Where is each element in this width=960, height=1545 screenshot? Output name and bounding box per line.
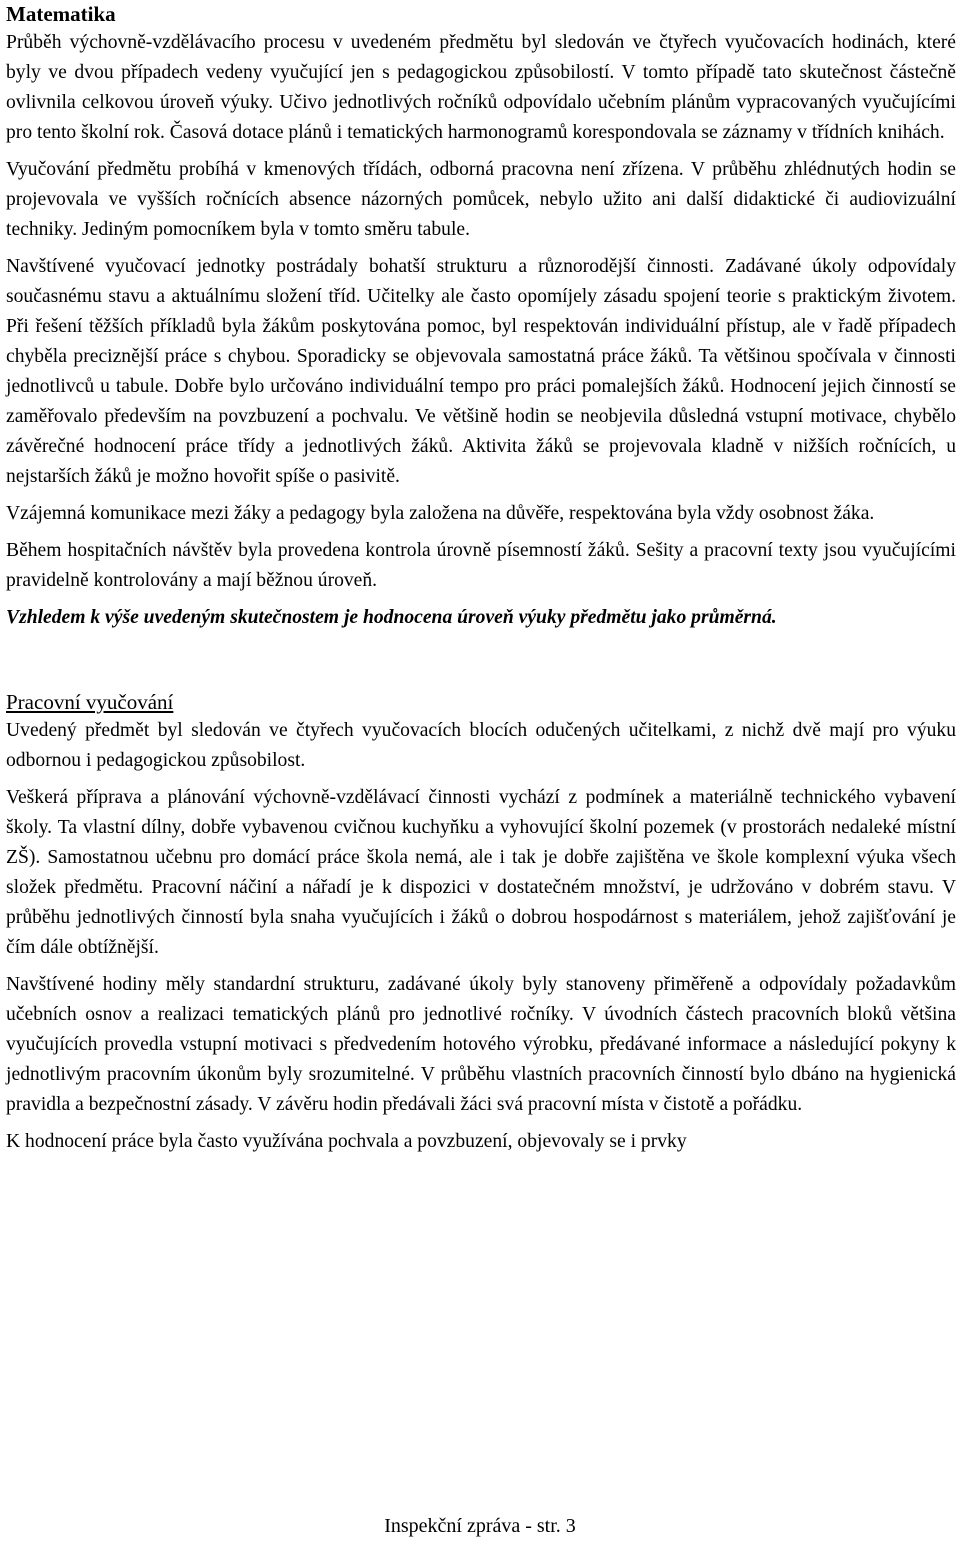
- section-gap: [6, 640, 956, 688]
- paragraph: Vyučování předmětu probíhá v kmenových třídách, odborná pracovna není zřízena. V průběhu zhlédnutých hodin se projevovala ve vyšších ročnících absence názorných pomůcek, nebylo užito ani další didaktické či audiovizuální techniky. Jediným pomocníkem byla v tomto směru tabule.: [6, 159, 956, 240]
- evaluation-verdict: Vzhledem k výše uvedeným skutečnostem je hodnocena úroveň výuky předmětu jako průměrná.: [6, 607, 777, 628]
- paragraph: Uvedený předmět byl sledován ve čtyřech vyučovacích blocích odučených učitelkami, z nichž dvě mají pro výuku odbornou i pedagogickou způsobilost.: [6, 720, 956, 771]
- page-footer: [0, 1514, 960, 1538]
- section-title-pracovni-vyucovani: Pracovní vyučování: [6, 690, 174, 714]
- section-title-matematika: Matematika: [6, 2, 116, 26]
- paragraph: Průběh výchovně-vzdělávacího procesu v uvedeném předmětu byl sledován ve čtyřech vyučovacích hodinách, které byly ve dvou případech vedeny vyučující jen s pedagogickou způsobilostí. V tomto případě tato skutečnost částečně ovlivnila celkovou úroveň výuky. Učivo jednotlivých ročníků odpovídalo učebním plánům vypracovaných vyučujícími pro tento školní rok. Časová dotace plánů i tematických harmonogramů korespondovala se záznamy v třídních knihách.: [6, 32, 956, 143]
- paragraph: Během hospitačních návštěv byla provedena kontrola úrovně písemností žáků. Sešity a pracovní texty jsou vyučujícími pravidelně kontrolovány a mají běžnou úroveň.: [6, 540, 956, 591]
- paragraph: Vzájemná komunikace mezi žáky a pedagogy byla založena na důvěře, respektována byla vždy osobnost žáka.: [6, 503, 875, 524]
- document-page: [6, 0, 956, 1164]
- footer-text: Inspekční zpráva - str. 3: [384, 1515, 576, 1537]
- paragraph: Veškerá příprava a plánování výchovně-vzdělávací činnosti vychází z podmínek a materiálně technického vybavení školy. Ta vlastní dílny, dobře vybavenou cvičnou kuchyňku a vyhovující školní pozemek (v prostorách nedaleké místní ZŠ). Samostatnou učebnu pro domácí práce škola nemá, ale i tak je dobře zajištěna ve škole komplexní výuka všech složek předmětu. Pracovní náčiní a nářadí je k dispozici v dostatečném množství, je udržováno v dobrém stavu. V průběhu jednotlivých činností byla snaha vyučujících i žáků o dobrou hospodárnost s materiálem, jehož zajišťování je čím dále obtížnější.: [6, 787, 956, 958]
- paragraph: K hodnocení práce byla často využívána pochvala a povzbuzení, objevovaly se i prvky: [6, 1131, 687, 1152]
- paragraph: Navštívené vyučovací jednotky postrádaly bohatší strukturu a různorodější činnosti. Zadávané úkoly odpovídaly současnému stavu a aktuálnímu složení tříd. Učitelky ale často opomíjely zásadu spojení teorie s praktickým životem. Při řešení těžších příkladů byla žákům poskytována pomoc, byl respektován individuální přístup, ale v řadě případech chyběla preciznější práce s chybou. Sporadicky se objevovala samostatná práce žáků. Ta většinou spočívala v činnosti jednotlivců u tabule. Dobře bylo určováno individuální tempo pro práci pomalejších žáků. Hodnocení jejich činností se zaměřovalo především na povzbuzení a pochvalu. Ve většině hodin se neobjevila důsledná vstupní motivace, chybělo závěrečné hodnocení práce třídy a jednotlivých žáků. Aktivita žáků se projevovala kladně v nižších ročnících, u nejstarších žáků je možno hovořit spíše o pasivitě.: [6, 256, 956, 487]
- paragraph: Navštívené hodiny měly standardní strukturu, zadávané úkoly byly stanoveny přiměřeně a odpovídaly požadavkům učebních osnov a realizaci tematických plánů pro jednotlivé ročníky. V úvodních částech pracovních bloků většina vyučujících provedla vstupní motivaci s předvedením hotového výrobku, předávané informace a následující pokyny k jednotlivým pracovním úkonům byly srozumitelné. V průběhu vlastních pracovních činností bylo dbáno na hygienická pravidla a bezpečnostní zásady. V závěru hodin předávali žáci svá pracovní místa v čistotě a pořádku.: [6, 974, 956, 1115]
